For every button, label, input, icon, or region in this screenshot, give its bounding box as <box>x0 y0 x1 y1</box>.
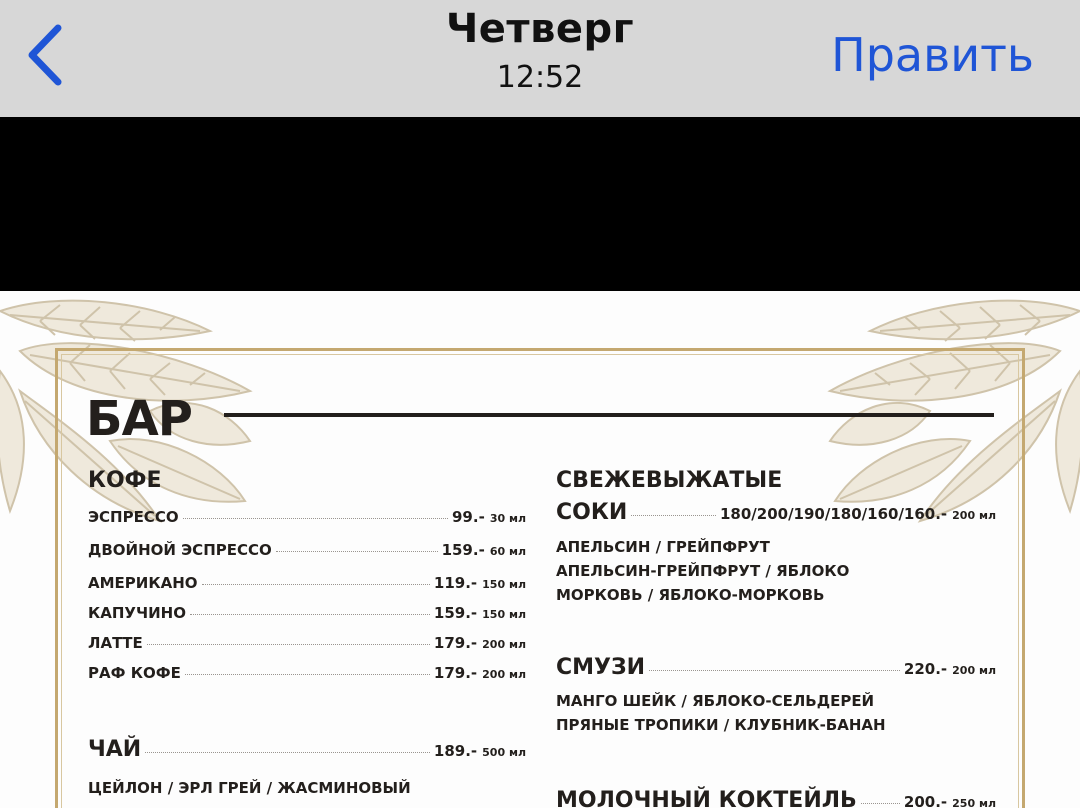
edit-button[interactable]: Править <box>831 28 1034 82</box>
smoothie-row: СМУЗИ 220.- 200 мл <box>556 655 996 680</box>
menu-photo[interactable] <box>0 291 1080 808</box>
smoothie-heading: СМУЗИ <box>556 655 646 680</box>
tea-description: ЦЕЙЛОН / ЭРЛ ГРЕЙ / ЖАСМИНОВЫЙ <box>88 779 411 797</box>
coffee-heading: КОФЕ <box>88 468 162 493</box>
menu-item: РАФ КОФЕ 179.- 200 мл <box>88 664 526 682</box>
menu-item: АМЕРИКАНО 119.- 150 мл <box>88 574 526 592</box>
juices-row: СОКИ 180/200/190/180/160/160.- 200 мл <box>556 500 996 525</box>
tea-heading: ЧАЙ <box>88 737 142 762</box>
milkshake-row: МОЛОЧНЫЙ КОКТЕЙЛЬ 200.- 250 мл <box>556 788 996 808</box>
juices-line: АПЕЛЬСИН-ГРЕЙПФРУТ / ЯБЛОКО <box>556 562 850 580</box>
menu-item: ЭСПРЕССО 99.- 30 мл <box>88 508 526 526</box>
menu-item: ЛАТТЕ 179.- 200 мл <box>88 634 526 652</box>
menu-title: БАР <box>86 391 192 447</box>
navigation-bar <box>0 0 1080 117</box>
photo-black-area <box>0 117 1080 291</box>
menu-item: КАПУЧИНО 159.- 150 мл <box>88 604 526 622</box>
juices-heading: СВЕЖЕВЫЖАТЫЕ <box>556 468 783 493</box>
smoothie-line: МАНГО ШЕЙК / ЯБЛОКО-СЕЛЬДЕРЕЙ <box>556 692 875 710</box>
juices-line: АПЕЛЬСИН / ГРЕЙПФРУТ <box>556 538 770 556</box>
title-rule <box>224 413 994 417</box>
nav-subtitle-time: 12:52 <box>496 60 584 95</box>
menu-item: ДВОЙНОЙ ЭСПРЕССО 159.- 60 мл <box>88 541 526 559</box>
milkshake-heading: МОЛОЧНЫЙ КОКТЕЙЛЬ <box>556 788 857 808</box>
tea-row: ЧАЙ 189.- 500 мл <box>88 737 526 762</box>
juices-line: МОРКОВЬ / ЯБЛОКО-МОРКОВЬ <box>556 586 825 604</box>
nav-title: Четверг <box>445 6 635 52</box>
smoothie-line: ПРЯНЫЕ ТРОПИКИ / КЛУБНИК-БАНАН <box>556 716 886 734</box>
